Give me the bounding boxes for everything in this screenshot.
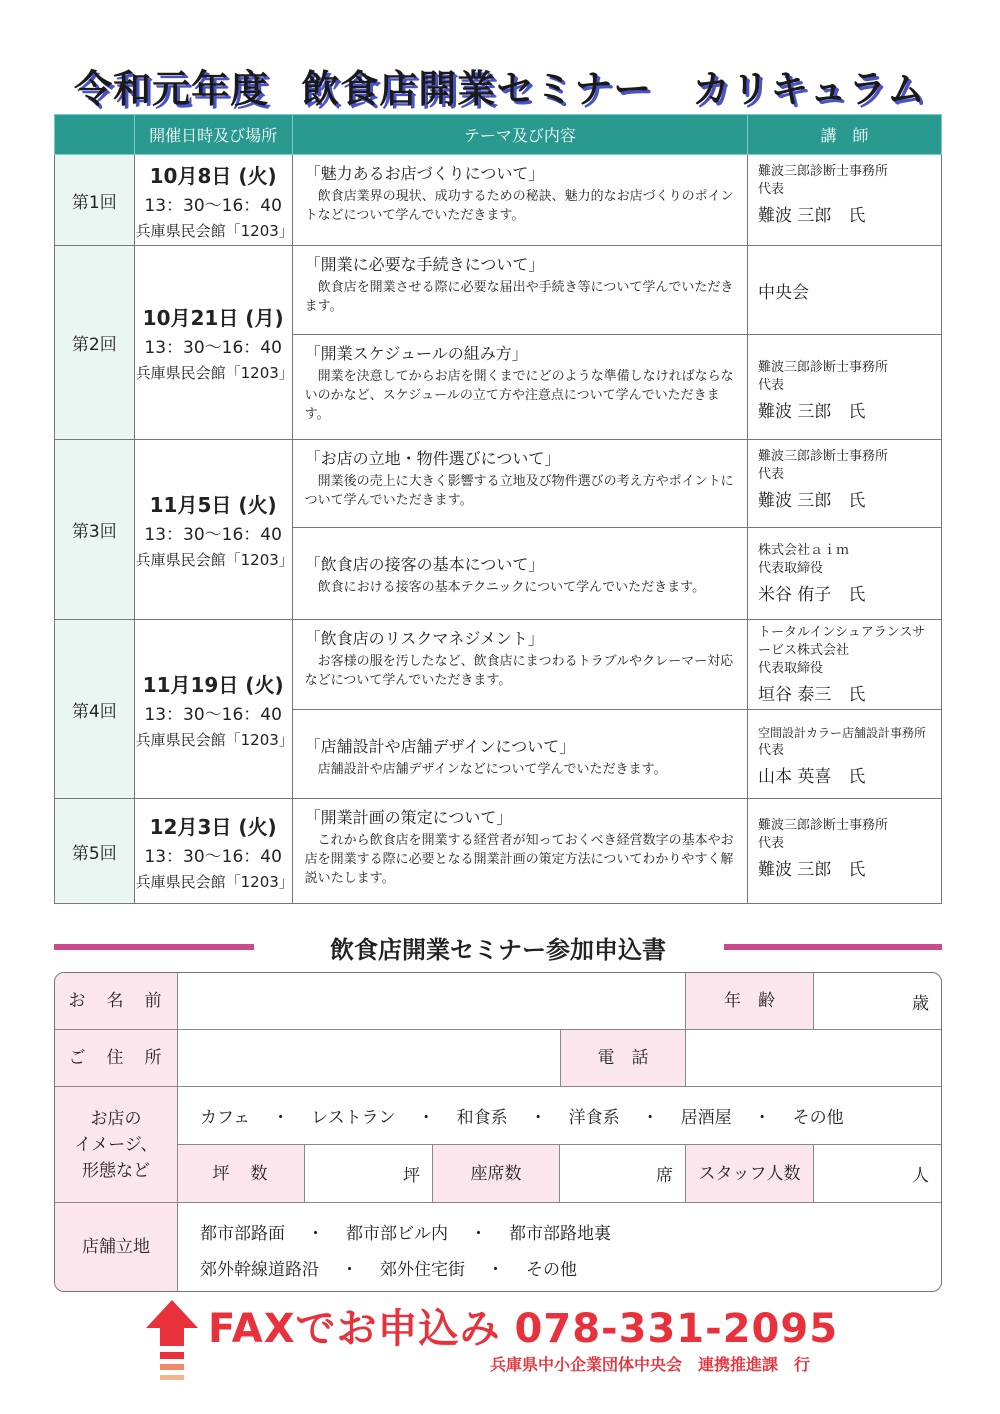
session-datetime — [134, 799, 292, 904]
topic-cell — [292, 528, 747, 620]
topic-description: 飲食における接客の基本テクニックについて学んでいただきます。 — [317, 580, 706, 595]
lecturer-org: トータルインシュアランスサービス株式会社 — [758, 625, 926, 658]
page-title — [0, 58, 1000, 113]
lecturer-org: 難波三郎診断士事務所 — [758, 164, 889, 179]
option-urban-street[interactable]: 都市部路面 — [200, 1223, 285, 1244]
topic-cell — [292, 246, 747, 335]
topic-description: 開業を決意してからお店を開くまでにどのような準備しなければならないのかなど、スケジュールの立て方や注意点について学んでいただきます。 — [304, 369, 734, 422]
topic-description: 飲食店を開業させる際に必要な届出や手続き等について学んでいただきます。 — [304, 280, 734, 314]
store-image-label-line2: イメージ、 — [74, 1134, 158, 1155]
session-number: 第4回 — [55, 620, 135, 799]
topic-title: 「飲食店の接客の基本について」 — [304, 555, 545, 574]
session-time: 13：30〜16：40 — [144, 846, 282, 867]
option-location-other[interactable]: ・ その他 — [465, 1255, 577, 1280]
header-lecturer: 講 師 — [748, 115, 942, 155]
session-number: 第2回 — [55, 246, 135, 440]
lecturer-role: 代表 — [758, 836, 785, 851]
option-izakaya[interactable]: ・ 居酒屋 — [620, 1103, 732, 1128]
topic-description: これから飲食店を開業する経営者が知っておくべき経営数字の基本やお店を開業する際に必要となる開業計画の策定方法についてわかりやすく解説いたします。 — [304, 833, 734, 886]
table-header-row — [55, 115, 942, 155]
topic-description: 開業後の売上に大きく影響する立地及び物件選びの考え方やポイントについて学んでいただきます。 — [304, 474, 734, 508]
option-urban-building[interactable]: ・ 都市部ビル内 — [285, 1219, 448, 1244]
topic-title: 「魅力あるお店づくりについて」 — [304, 164, 545, 183]
staff-input[interactable] — [814, 1145, 941, 1203]
session-date: 11月5日 (火) — [149, 493, 277, 517]
fax-label: FAXでお申込み — [208, 1306, 501, 1352]
seats-input[interactable] — [560, 1145, 686, 1203]
lecturer-role: 代表 — [758, 182, 785, 197]
session-date: 11月19日 (火) — [142, 672, 284, 697]
lecturer-name: 山本 英喜 氏 — [758, 767, 866, 787]
topic-description: お客様の服を汚したなど、飲食店にまつわるトラブルやクレーマー対応などについて学んでいただきます。 — [304, 654, 734, 688]
lecturer-name: 垣谷 泰三 氏 — [758, 685, 866, 705]
lecturer-name: 難波 三郎 氏 — [758, 860, 866, 880]
form-heading-text: 飲食店開業セミナー参加申込書 — [330, 936, 666, 964]
store-type-options — [178, 1087, 941, 1145]
lecturer-cell — [748, 710, 942, 799]
topic-cell — [292, 620, 747, 710]
session-date: 10月8日 (火) — [149, 163, 277, 188]
lecturer-name: 難波 三郎 氏 — [758, 206, 866, 226]
topic-title: 「飲食店のリスクマネジメント」 — [304, 629, 544, 648]
location-label: 店舗立地 — [55, 1203, 178, 1291]
session-place: 兵庫県民会館「1203」 — [135, 551, 294, 569]
location-options — [178, 1203, 941, 1291]
application-form-heading — [54, 932, 942, 962]
tsubo-input[interactable] — [305, 1145, 433, 1203]
option-western[interactable]: ・ 洋食系 — [508, 1103, 620, 1128]
session-place: 兵庫県民会館「1203」 — [135, 872, 294, 891]
table-row — [55, 799, 942, 904]
lecturer-cell — [748, 620, 942, 710]
lecturer-org: 難波三郎診断士事務所 — [758, 818, 889, 833]
session-time: 13：30〜16：40 — [144, 525, 282, 545]
option-urban-alley[interactable]: ・ 都市部路地裏 — [448, 1219, 611, 1244]
fax-recipient: 兵庫県中小企業団体中央会 連携推進課 行 — [490, 1355, 811, 1374]
session-date: 12月3日 (火) — [149, 814, 277, 839]
session-date: 10月21日 (月) — [142, 306, 284, 330]
lecturer-role: 代表取締役 — [758, 661, 824, 676]
title-seminar: 飲食店開業セミナー — [301, 67, 653, 111]
session-time: 13：30〜16：40 — [144, 195, 282, 216]
lecturer-role: 代表取締役 — [758, 561, 824, 576]
topic-title: 「店舗設計や店舗デザインについて」 — [304, 737, 576, 756]
address-label: ご 住 所 — [55, 1030, 178, 1087]
topic-title: 「開業スケジュールの組み方」 — [304, 344, 528, 363]
session-datetime — [134, 440, 292, 620]
topic-cell — [292, 440, 747, 528]
seats-unit: 席 — [656, 1166, 673, 1186]
session-place: 兵庫県民会館「1203」 — [135, 364, 294, 382]
fax-line — [208, 1297, 838, 1354]
session-datetime — [134, 620, 292, 799]
lecturer-cell — [748, 440, 942, 528]
lecturer-cell — [748, 335, 942, 440]
option-restaurant[interactable]: ・ レストラン — [250, 1103, 396, 1128]
store-image-label-line1: お店の — [90, 1108, 142, 1129]
lecturer-role: 代表 — [758, 743, 785, 758]
lecturer-cell — [748, 155, 942, 246]
name-label: お 名 前 — [55, 973, 178, 1030]
tsubo-label: 坪 数 — [178, 1145, 305, 1203]
application-form — [54, 972, 942, 1292]
lecturer-name: 米谷 侑子 氏 — [758, 585, 866, 605]
topic-title: 「開業に必要な手続きについて」 — [304, 255, 545, 274]
session-number: 第1回 — [55, 155, 135, 246]
lecturer-name: 難波 三郎 氏 — [758, 402, 866, 422]
store-image-label — [55, 1087, 178, 1203]
session-datetime — [134, 246, 292, 440]
lecturer-org: 空間設計カラー店舗設計事務所 — [758, 726, 927, 740]
topic-description: 飲食店業界の現状、成功するための秘訣、魅力的なお店づくりのポイントなどについて学んでいただきます。 — [304, 189, 734, 223]
topic-title: 「お店の立地・物件選びについて」 — [304, 449, 561, 468]
lecturer-cell — [748, 799, 942, 904]
topic-description: 店舗設計や店舗デザインなどについて学んでいただきます。 — [317, 762, 667, 777]
lecturer-org: 難波三郎診断士事務所 — [758, 360, 889, 375]
lecturer-role: 代表 — [758, 378, 785, 393]
topic-cell — [292, 155, 747, 246]
session-time: 13：30〜16：40 — [144, 704, 282, 725]
title-year: 令和元年度 — [74, 67, 270, 111]
session-number: 第5回 — [55, 799, 135, 904]
session-place: 兵庫県民会館「1203」 — [135, 221, 294, 240]
header-theme: テーマ及び内容 — [292, 115, 747, 155]
staff-label: スタッフ人数 — [686, 1145, 814, 1203]
lecturer-org: 難波三郎診断士事務所 — [758, 449, 889, 464]
name-input[interactable] — [178, 973, 686, 1030]
topic-title: 「開業計画の策定について」 — [304, 808, 513, 827]
session-number: 第3回 — [55, 440, 135, 620]
option-other[interactable]: ・ その他 — [732, 1103, 844, 1128]
age-unit: 歳 — [912, 993, 929, 1014]
header-date: 開催日時及び場所 — [134, 115, 292, 155]
location-options-row2 — [178, 1249, 941, 1285]
option-suburban-residential[interactable]: ・ 郊外住宅街 — [319, 1255, 465, 1280]
staff-unit: 人 — [912, 1166, 929, 1186]
tsubo-unit: 坪 — [403, 1166, 420, 1186]
topic-cell — [292, 335, 747, 440]
fax-number[interactable]: 078-331-2095 — [514, 1306, 839, 1352]
location-options-row1 — [178, 1213, 941, 1249]
table-row — [55, 620, 942, 710]
session-place: 兵庫県民会館「1203」 — [135, 730, 294, 749]
address-input[interactable] — [178, 1030, 561, 1087]
topic-cell — [292, 799, 747, 904]
lecturer-cell — [748, 528, 942, 620]
topic-cell — [292, 710, 747, 799]
lecturer-role: 代表 — [758, 467, 785, 482]
store-image-label-line3: 形態など — [82, 1160, 150, 1181]
table-row — [55, 155, 942, 246]
up-arrow-icon — [146, 1300, 198, 1386]
phone-input[interactable] — [686, 1030, 941, 1087]
phone-label: 電 話 — [561, 1030, 686, 1087]
seats-label: 座席数 — [433, 1145, 560, 1203]
title-curriculum: カリキュラム — [692, 67, 926, 111]
option-japanese[interactable]: ・ 和食系 — [396, 1103, 508, 1128]
table-row — [55, 246, 942, 335]
lecturer-name: 難波 三郎 氏 — [758, 491, 866, 511]
age-label: 年 齢 — [686, 973, 814, 1030]
lecturer-cell — [748, 246, 942, 335]
curriculum-table — [54, 114, 942, 904]
lecturer-org: 株式会社ａｉｍ — [758, 543, 850, 558]
option-suburban-road[interactable]: 郊外幹線道路沿 — [200, 1259, 319, 1280]
option-cafe[interactable]: カフェ — [200, 1108, 251, 1128]
session-datetime — [134, 155, 292, 246]
session-time: 13：30〜16：40 — [144, 338, 282, 358]
table-row — [55, 440, 942, 528]
age-input[interactable] — [814, 973, 941, 1030]
lecturer-name: 中央会 — [758, 283, 809, 303]
